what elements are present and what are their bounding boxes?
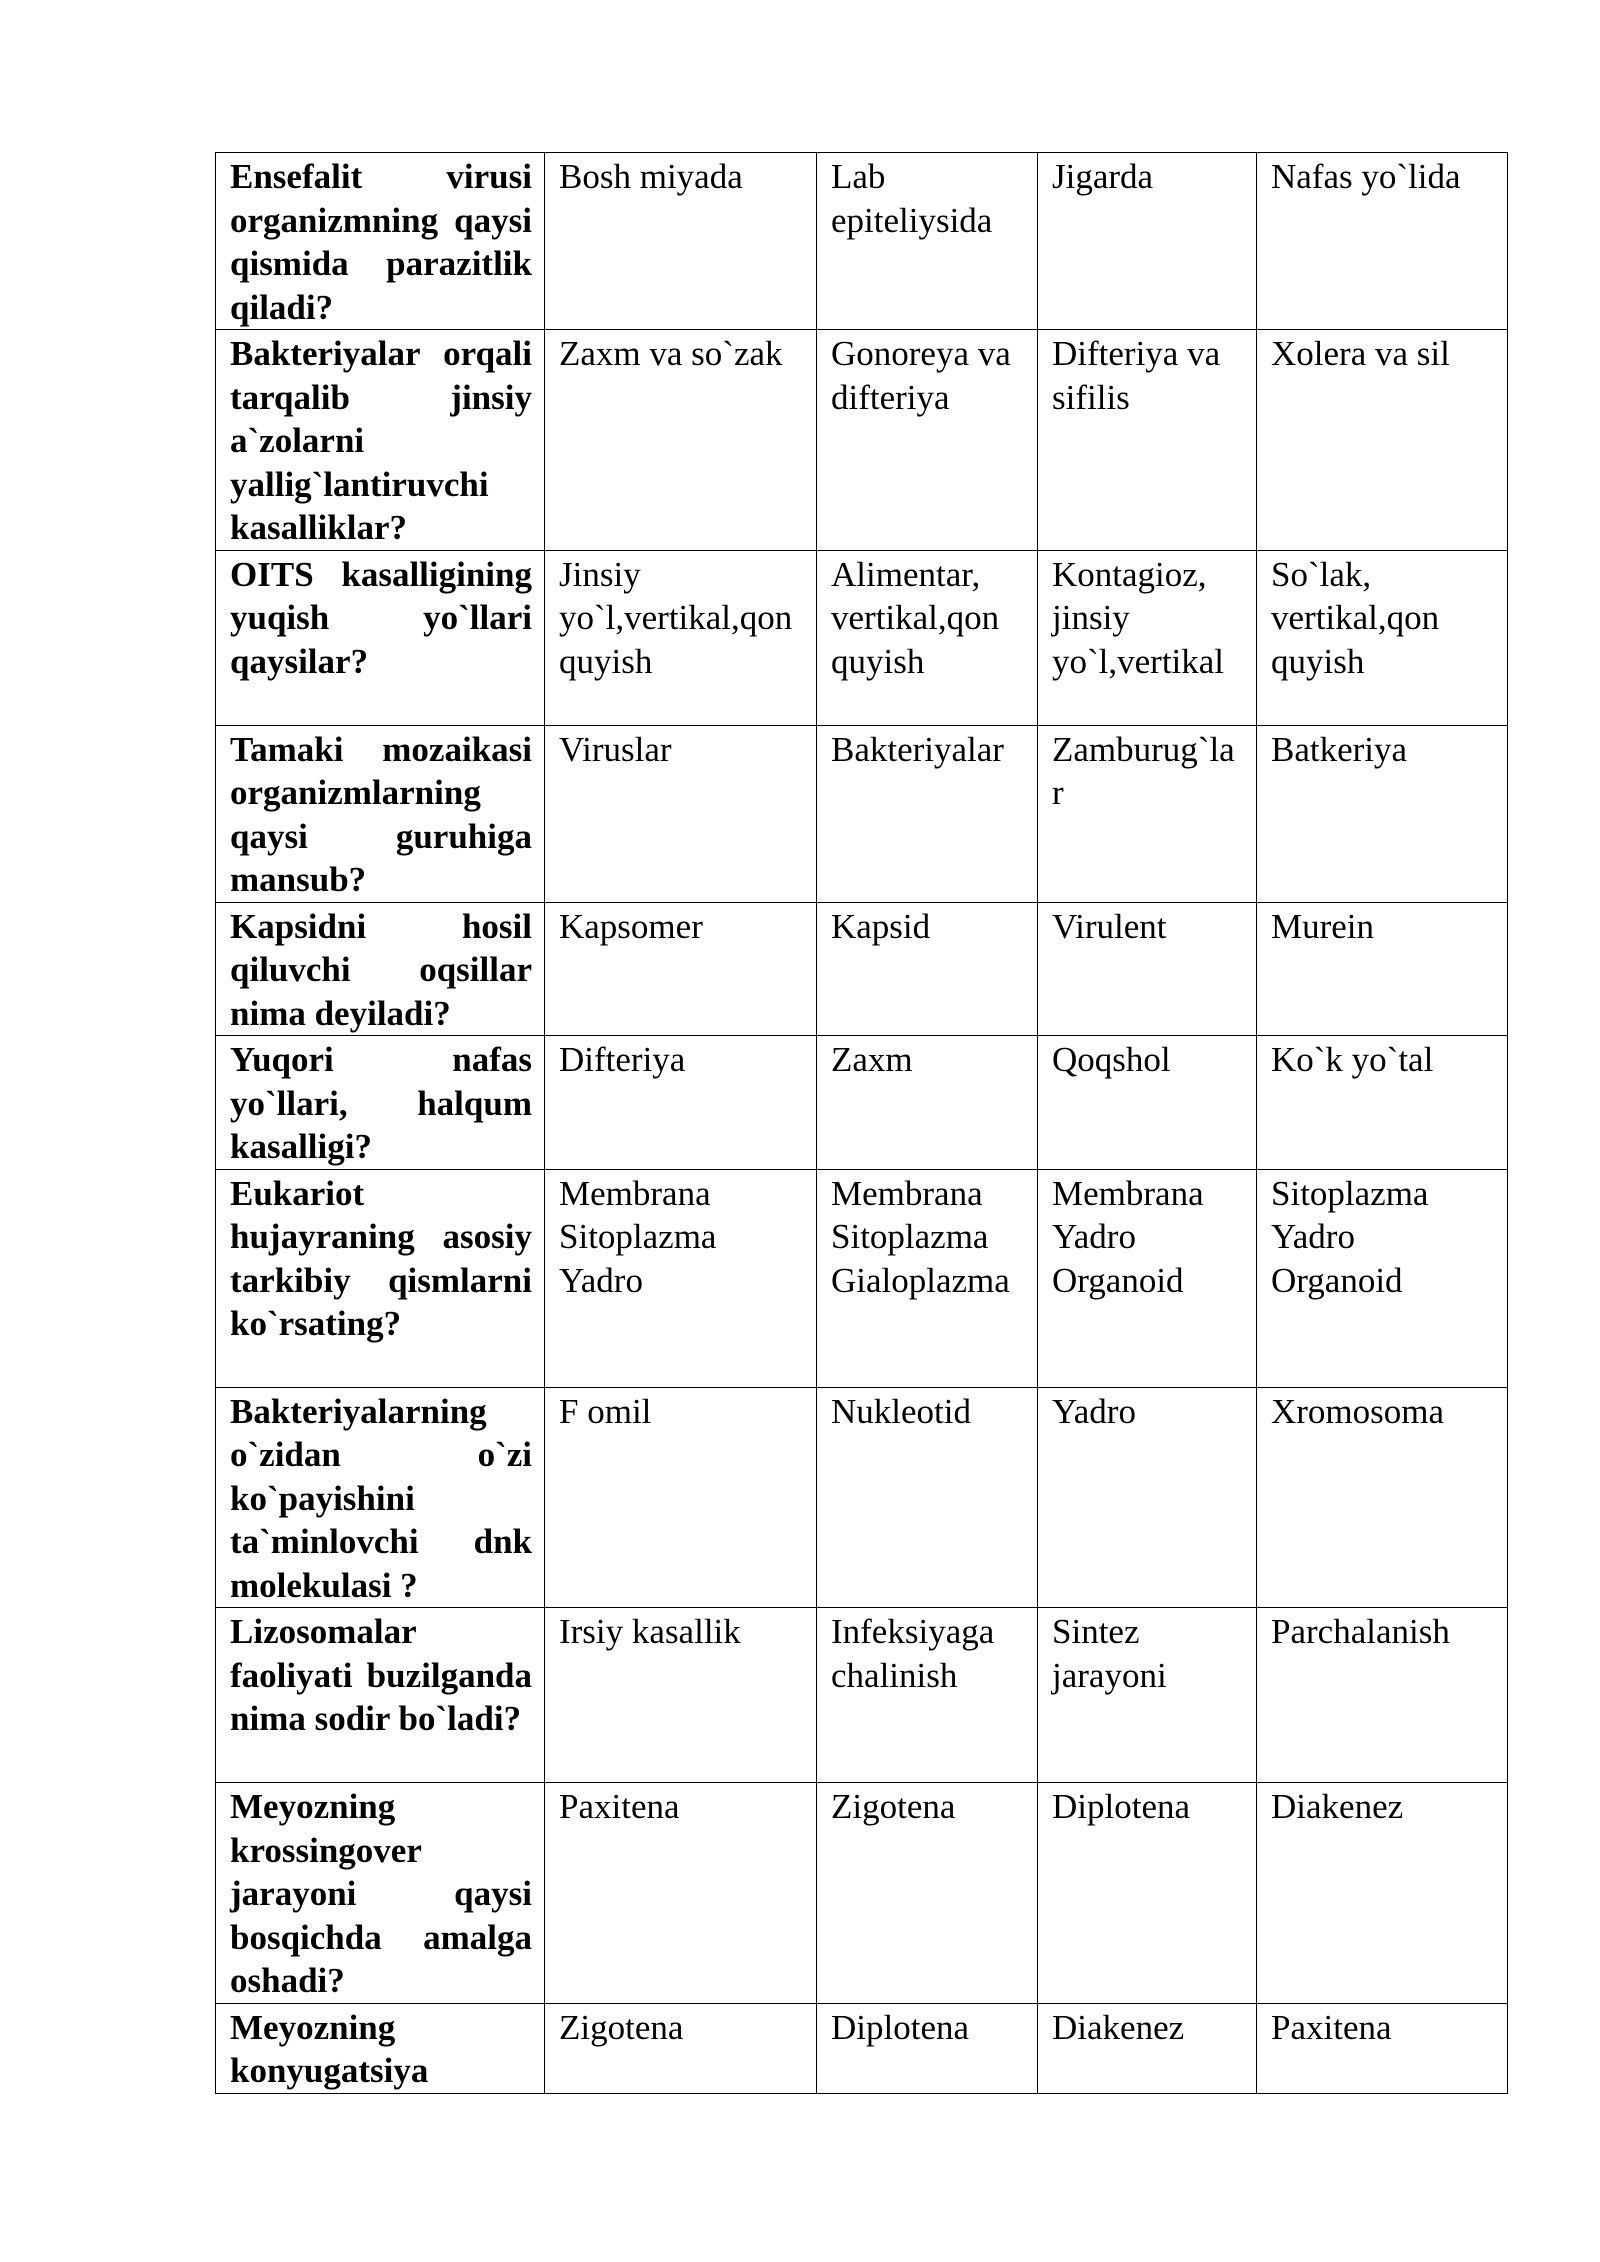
table-row: [216, 725, 1508, 902]
answer-c-cell: Jigarda: [1038, 153, 1257, 330]
answer-c-cell: Diakenez: [1038, 2003, 1257, 2093]
question-cell: Kapsidni hosil qiluvchi oqsillar nima deyiladi?: [216, 902, 545, 1036]
answer-a-cell: Kapsomer: [545, 902, 817, 1036]
answer-d-cell: Batkeriya: [1257, 725, 1508, 902]
answer-a-cell: F omil: [545, 1387, 817, 1608]
answer-b-cell: Infeksiyaga chalinish: [817, 1608, 1038, 1783]
answer-d-cell: Murein: [1257, 902, 1508, 1036]
answer-d-cell: Xolera va sil: [1257, 330, 1508, 551]
answer-b-cell: Nukleotid: [817, 1387, 1038, 1608]
table-row: [216, 330, 1508, 551]
question-cell: Bakteriyalarning o`zidan o`zi ko`payishini ta`minlovchi dnk molekulasi ?: [216, 1387, 545, 1608]
answer-d-cell: Ko`k yo`tal: [1257, 1036, 1508, 1170]
table-row: [216, 902, 1508, 1036]
table-row: [216, 1608, 1508, 1783]
answer-a-cell: Viruslar: [545, 725, 817, 902]
question-cell: OITS kasalligining yuqish yo`llari qaysilar?: [216, 550, 545, 725]
answer-d-cell: Nafas yo`lida: [1257, 153, 1508, 330]
table-row: [216, 1036, 1508, 1170]
answer-b-cell: Diplotena: [817, 2003, 1038, 2093]
table-row: [216, 1387, 1508, 1608]
answer-c-cell: Yadro: [1038, 1387, 1257, 1608]
answer-c-cell: Qoqshol: [1038, 1036, 1257, 1170]
answer-c-cell: Virulent: [1038, 902, 1257, 1036]
answer-c-cell: Zamburug`lar: [1038, 725, 1257, 902]
question-cell: Eukariot hujayraning asosiy tarkibiy qismlarni ko`rsating?: [216, 1169, 545, 1387]
question-cell: Ensefalit virusi organizmning qaysi qismida parazitlik qiladi?: [216, 153, 545, 330]
question-cell: Bakteriyalar orqali tarqalib jinsiy a`zolarni yallig`lantiruvchi kasalliklar?: [216, 330, 545, 551]
answer-c-cell: Membrana Yadro Organoid: [1038, 1169, 1257, 1387]
answer-b-cell: Alimentar, vertikal,qon quyish: [817, 550, 1038, 725]
answer-b-cell: Gonoreya va difteriya: [817, 330, 1038, 551]
table-row: [216, 550, 1508, 725]
answer-b-cell: Bakteriyalar: [817, 725, 1038, 902]
answer-a-cell: Zaxm va so`zak: [545, 330, 817, 551]
question-cell: Meyozning konyugatsiya: [216, 2003, 545, 2093]
table-row: [216, 153, 1508, 330]
table-row: [216, 2003, 1508, 2093]
answer-c-cell: Kontagioz, jinsiy yo`l,vertikal: [1038, 550, 1257, 725]
question-cell: Lizosomalar faoliyati buzilganda nima sodir bo`ladi?: [216, 1608, 545, 1783]
answer-a-cell: Jinsiy yo`l,vertikal,qon quyish: [545, 550, 817, 725]
answer-c-cell: Diplotena: [1038, 1783, 1257, 2004]
table-row: [216, 1783, 1508, 2004]
answer-b-cell: Kapsid: [817, 902, 1038, 1036]
quiz-table: [215, 152, 1508, 2094]
answer-d-cell: So`lak, vertikal,qon quyish: [1257, 550, 1508, 725]
answer-d-cell: Diakenez: [1257, 1783, 1508, 2004]
answer-d-cell: Parchalanish: [1257, 1608, 1508, 1783]
answer-a-cell: Difteriya: [545, 1036, 817, 1170]
answer-b-cell: Zaxm: [817, 1036, 1038, 1170]
answer-d-cell: Xromosoma: [1257, 1387, 1508, 1608]
answer-a-cell: Bosh miyada: [545, 153, 817, 330]
quiz-table-body: [216, 153, 1508, 2094]
question-cell: Yuqori nafas yo`llari, halqum kasalligi?: [216, 1036, 545, 1170]
answer-b-cell: Membrana Sitoplazma Gialoplazma: [817, 1169, 1038, 1387]
answer-a-cell: Paxitena: [545, 1783, 817, 2004]
answer-a-cell: Membrana Sitoplazma Yadro: [545, 1169, 817, 1387]
answer-b-cell: Lab epiteliysida: [817, 153, 1038, 330]
answer-d-cell: Paxitena: [1257, 2003, 1508, 2093]
answer-a-cell: Zigotena: [545, 2003, 817, 2093]
answer-d-cell: Sitoplazma Yadro Organoid: [1257, 1169, 1508, 1387]
question-cell: Tamaki mozaikasi organizmlarning qaysi guruhiga mansub?: [216, 725, 545, 902]
question-cell: Meyozning krossingover jarayoni qaysi bosqichda amalga oshadi?: [216, 1783, 545, 2004]
answer-c-cell: Sintez jarayoni: [1038, 1608, 1257, 1783]
answer-c-cell: Difteriya va sifilis: [1038, 330, 1257, 551]
answer-a-cell: Irsiy kasallik: [545, 1608, 817, 1783]
answer-b-cell: Zigotena: [817, 1783, 1038, 2004]
table-row: [216, 1169, 1508, 1387]
